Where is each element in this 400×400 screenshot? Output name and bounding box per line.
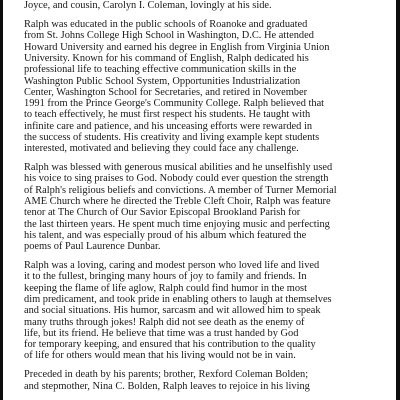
paragraph-death: Joyce, and cousin, Carolyn I. Coleman, lovingly at his side. bbox=[24, 0, 272, 12]
paragraph-education: Ralph was educated in the public schools of Roanoke and graduated from St. Johns College High School in Washington, D.C. He attended Howard University and earned his degree in English from Virginia Union University. Known for his command of English, Ralph dedicated his professional life to teaching effective communication skills in the Washington Public School System, Opportunities Industrialization Center, Washington School for Secretaries, and retired in November 1991 from the Prince George's Community College. Ralph believed that to teach effectively, he must first respect his students. He taught with infinite care and patience, and his unceasing efforts were rewarded in the success of students. His creativity and living example kept students interested, motivated and believing they could face any challenge. bbox=[24, 19, 330, 155]
paragraph-music: Ralph was blessed with generous musical abilities and he unselfishly used his voice to sing praises to God. Nobody could ever question the strength of Ralph's religious beliefs and convictions. A member of Turner Memorial AME Church where he directed the Treble Cleft Choir, Ralph was feature tenor at The Church of Our Savior Episcopal Brookland Parish for the last thirteen years. He spent much time enjoying music and perfecting his talent, and was especially proud of his album which featured the poems of Paul Laurence Dunbar. bbox=[24, 162, 337, 253]
obituary-text bbox=[24, 0, 388, 399]
paragraph-character: Ralph was a loving, caring and modest person who loved life and lived it to the fullest, bringing many hours of joy to family and friends. In keeping the flame of life aglow, Ralph could find humor in the most dim predicament, and took pride in enabling others to laugh at themselves and social situations. His humor, sarcasm and wit allowed him to speak many truths through jokes! Ralph did not see death as the enemy of life, but its friend. He believe that time was a trust handed by God for temporary keeping, and ensured that his contribution to the quality of life for others would mean that his living would not be in vain. bbox=[24, 260, 332, 362]
page-edge-right bbox=[396, 0, 400, 400]
page-edge-left bbox=[0, 0, 3, 400]
paragraph-survivors: Preceded in death by his parents; brother, Rexford Coleman Bolden; and stepmother, Nina C. Bolden, Ralph leaves to rejoice in his living bbox=[24, 369, 310, 392]
